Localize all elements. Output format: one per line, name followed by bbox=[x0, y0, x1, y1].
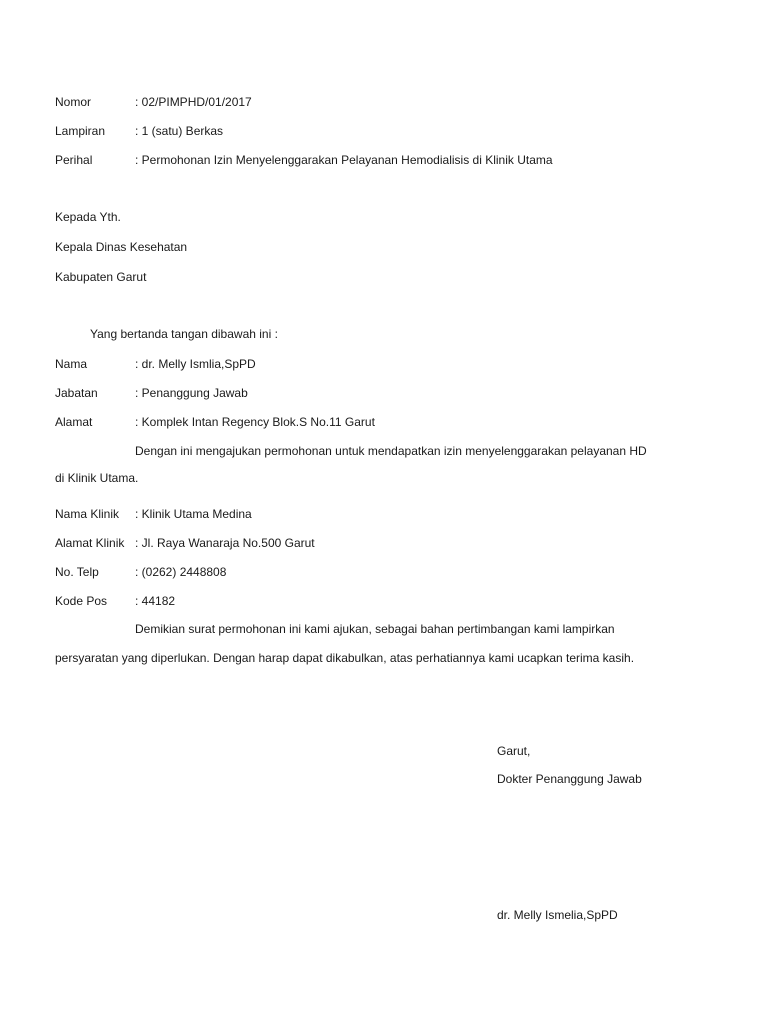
closing-line-1: Demikian surat permohonan ini kami ajukan, sebagai bahan pertimbangan kami lampirkan bbox=[135, 622, 615, 636]
request-line-2: di Klinik Utama. bbox=[55, 471, 139, 485]
greeting: Yang bertanda tangan dibawah ini : bbox=[90, 327, 278, 341]
clinic-alamat-label: Alamat Klinik bbox=[55, 536, 125, 550]
clinic-alamat-value: : Jl. Raya Wanaraja No.500 Garut bbox=[135, 536, 315, 550]
recipient-line-2: Kepala Dinas Kesehatan bbox=[55, 240, 188, 254]
lampiran-label: Lampiran bbox=[55, 124, 106, 138]
signature-place: Garut, bbox=[497, 744, 531, 758]
nomor-value: : 02/PIMPHD/01/2017 bbox=[135, 95, 252, 109]
applicant-jabatan-label: Jabatan bbox=[55, 386, 98, 400]
clinic-kodepos-label: Kode Pos bbox=[55, 594, 108, 608]
signature-name: dr. Melly Ismelia,SpPD bbox=[497, 908, 618, 922]
clinic-kodepos-value: : 44182 bbox=[135, 594, 176, 608]
recipient-line-3: Kabupaten Garut bbox=[55, 270, 147, 284]
applicant-alamat-value: : Komplek Intan Regency Blok.S No.11 Garut bbox=[135, 415, 375, 429]
perihal-value: : Permohonan Izin Menyelenggarakan Pelayanan Hemodialisis di Klinik Utama bbox=[135, 153, 553, 167]
applicant-nama-label: Nama bbox=[55, 357, 88, 371]
request-line-1: Dengan ini mengajukan permohonan untuk mendapatkan izin menyelenggarakan pelayanan HD bbox=[135, 444, 647, 458]
perihal-label: Perihal bbox=[55, 153, 93, 167]
clinic-telp-label: No. Telp bbox=[55, 565, 99, 579]
clinic-nama-value: : Klinik Utama Medina bbox=[135, 507, 252, 521]
clinic-nama-label: Nama Klinik bbox=[55, 507, 120, 521]
lampiran-value: : 1 (satu) Berkas bbox=[135, 124, 224, 138]
clinic-telp-value: : (0262) 2448808 bbox=[135, 565, 227, 579]
signature-role: Dokter Penanggung Jawab bbox=[497, 772, 642, 786]
applicant-nama-value: : dr. Melly Ismlia,SpPD bbox=[135, 357, 256, 371]
recipient-line-1: Kepada Yth. bbox=[55, 210, 121, 224]
closing-line-2: persyaratan yang diperlukan. Dengan harap dapat dikabulkan, atas perhatiannya kami ucapkan terima kasih. bbox=[55, 651, 635, 665]
applicant-alamat-label: Alamat bbox=[55, 415, 93, 429]
applicant-jabatan-value: : Penanggung Jawab bbox=[135, 386, 248, 400]
nomor-label: Nomor bbox=[55, 95, 92, 109]
